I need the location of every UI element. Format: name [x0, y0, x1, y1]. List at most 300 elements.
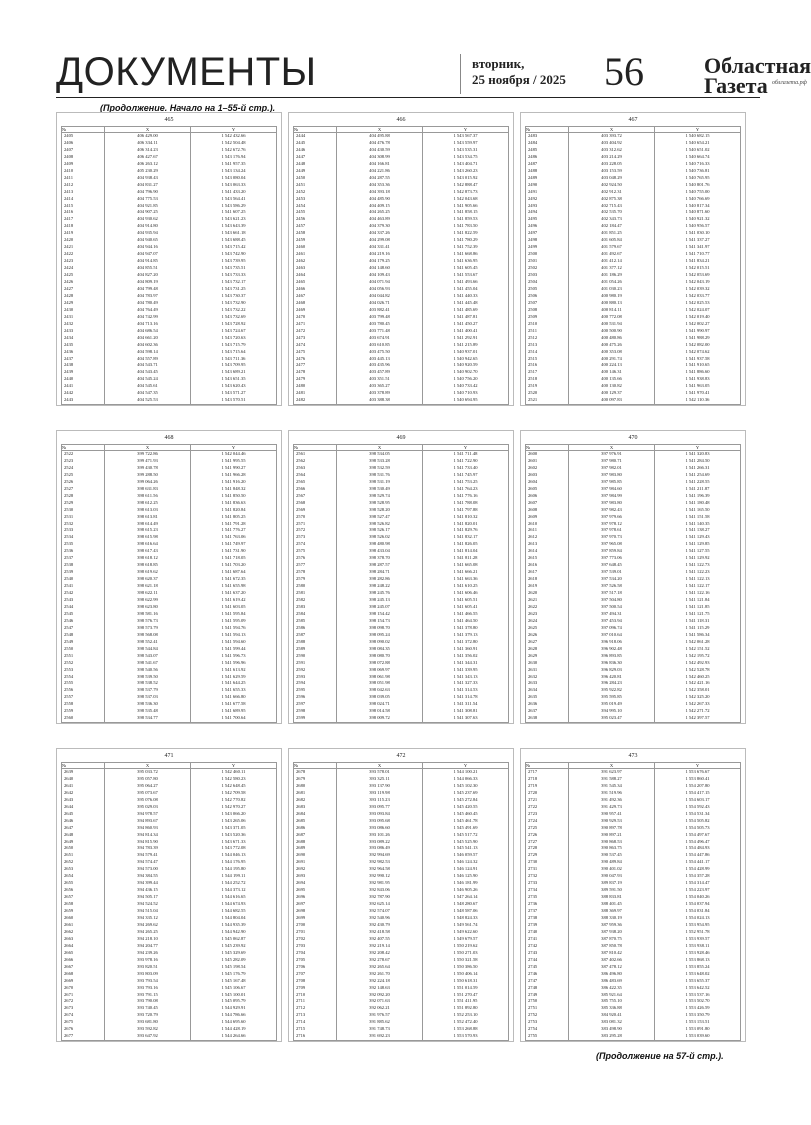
table-row: [526, 790, 741, 797]
x-coordinate: 392 062.21: [337, 1005, 423, 1012]
table-row: [294, 825, 509, 832]
y-coordinate: 1 543 564.41: [191, 196, 277, 203]
x-coordinate: 398 616.64: [105, 541, 191, 548]
table-row: [526, 397, 741, 404]
y-coordinate: 1 554 024.13: [655, 915, 741, 922]
y-coordinate: 1 543 730.37: [191, 293, 277, 300]
x-coordinate: 398 535.48: [105, 708, 191, 715]
x-coordinate: 392 407.55: [337, 936, 423, 943]
x-coordinate: 404 430.59: [337, 147, 423, 154]
x-coordinate: 404 463.89: [337, 216, 423, 223]
y-coordinate: 1 553 039.60: [655, 1033, 741, 1040]
table-row: [526, 936, 741, 943]
coordinate-table: [61, 444, 277, 723]
y-coordinate: 1 541 663.36: [423, 576, 509, 583]
table-row: [294, 783, 509, 790]
table-row: [294, 182, 509, 189]
table-row: [294, 321, 509, 328]
x-coordinate: 403 435.96: [337, 362, 423, 369]
table-row: [62, 230, 277, 237]
column-header-n: №: [294, 763, 337, 769]
table-row: [526, 314, 741, 321]
point-number: 2749: [526, 992, 569, 999]
y-coordinate: 1 544 695.60: [191, 1019, 277, 1026]
y-coordinate: 1 541 127.55: [655, 548, 741, 555]
y-coordinate: 1 541 820.01: [423, 521, 509, 528]
y-coordinate: 1 540 956.57: [655, 223, 741, 230]
point-number: 2429: [62, 300, 105, 307]
y-coordinate: 1 546 125.90: [423, 873, 509, 880]
x-coordinate: 390 863.75: [569, 845, 655, 852]
table-row: [294, 701, 509, 708]
y-coordinate: 1 541 644.25: [191, 680, 277, 687]
table-row: [62, 251, 277, 258]
y-coordinate: 1 543 715.64: [191, 349, 277, 356]
point-number: 2648: [62, 832, 105, 839]
point-number: 2520: [526, 390, 569, 397]
point-number: 2426: [62, 279, 105, 286]
table-row: [526, 286, 741, 293]
x-coordinate: 387 810.42: [569, 950, 655, 957]
x-coordinate: 390 047.93: [569, 873, 655, 880]
y-coordinate: 1 542 019.40: [655, 314, 741, 321]
point-number: 2548: [62, 632, 105, 639]
table-row: [526, 576, 741, 583]
point-number: 2662: [62, 929, 105, 936]
table-row: [294, 230, 509, 237]
y-coordinate: 1 542 432.66: [191, 133, 277, 140]
y-coordinate: 1 554 428.99: [655, 866, 741, 873]
point-number: 2502: [526, 265, 569, 272]
y-coordinate: 1 542 325.20: [655, 694, 741, 701]
point-number: 2447: [294, 154, 337, 161]
table-row: [526, 541, 741, 548]
x-coordinate: 396 284.23: [569, 680, 655, 687]
point-number: 2469: [294, 307, 337, 314]
point-number: 2423: [62, 258, 105, 265]
x-coordinate: 406 263.12: [105, 161, 191, 168]
x-coordinate: 397 983.80: [569, 500, 655, 507]
x-coordinate: 403 312.62: [569, 147, 655, 154]
table-row: [294, 451, 509, 458]
x-coordinate: 397 965.08: [569, 541, 655, 548]
y-coordinate: 1 553 868.13: [655, 957, 741, 964]
table-row: [294, 632, 509, 639]
y-coordinate: 1 543 586.29: [191, 203, 277, 210]
y-coordinate: 1 545 282.09: [191, 957, 277, 964]
table-row: [526, 356, 741, 363]
point-number: 2528: [62, 493, 105, 500]
x-coordinate: 403 457.89: [337, 369, 423, 376]
table-row: [294, 832, 509, 839]
table-row: [62, 514, 277, 521]
point-number: 2646: [62, 818, 105, 825]
table-row: [294, 804, 509, 811]
y-coordinate: 1 540 654.21: [655, 140, 741, 147]
x-coordinate: 398 618.85: [105, 562, 191, 569]
y-coordinate: 1 541 596.96: [191, 660, 277, 667]
point-number: 2717: [526, 769, 569, 776]
table-row: [62, 618, 277, 625]
y-coordinate: 1 544 252.72: [191, 880, 277, 887]
table-row: [62, 687, 277, 694]
x-coordinate: 393 720.79: [105, 1012, 191, 1019]
point-number: 2543: [62, 597, 105, 604]
y-coordinate: 1 543 134.24: [191, 168, 277, 175]
page-number: 56: [604, 49, 644, 94]
x-coordinate: 392 219.14: [337, 943, 423, 950]
point-number: 2626: [526, 632, 569, 639]
point-number: 2621: [526, 597, 569, 604]
x-coordinate: 397 983.80: [569, 472, 655, 479]
point-number: 2719: [526, 783, 569, 790]
point-number: 2634: [526, 687, 569, 694]
x-coordinate: 404 855.51: [105, 265, 191, 272]
y-coordinate: 1 551 892.80: [423, 1005, 509, 1012]
x-coordinate: 387 478.12: [569, 964, 655, 971]
y-coordinate: 1 542 504.48: [191, 140, 277, 147]
y-coordinate: 1 543 688.45: [191, 237, 277, 244]
y-coordinate: 1 544 674.93: [191, 901, 277, 908]
x-coordinate: 397 500.54: [569, 604, 655, 611]
point-number: 2650: [62, 845, 105, 852]
x-coordinate: 398 573.79: [105, 625, 191, 632]
point-number: 2640: [62, 776, 105, 783]
table-row: [526, 825, 741, 832]
table-row: [294, 569, 509, 576]
table-row: [294, 660, 509, 667]
table-row: [526, 486, 741, 493]
table-row: [526, 569, 741, 576]
coordinate-table-panel: [520, 430, 746, 724]
x-coordinate: 398 154.42: [337, 611, 423, 618]
table-row: [62, 527, 277, 534]
table-row: [294, 562, 509, 569]
y-coordinate: 1 541 464.50: [423, 618, 509, 625]
point-number: 2561: [294, 451, 337, 458]
y-coordinate: 1 541 140.35: [655, 521, 741, 528]
y-coordinate: 1 554 417.15: [655, 790, 741, 797]
y-coordinate: 1 541 963.05: [655, 383, 741, 390]
point-number: 2413: [62, 189, 105, 196]
y-coordinate: 1 550 618.31: [423, 978, 509, 985]
point-number: 2505: [526, 286, 569, 293]
panel-number: 465: [164, 117, 174, 123]
x-coordinate: 394 384.55: [105, 873, 191, 880]
table-row: [62, 680, 277, 687]
x-coordinate: 404 944.16: [105, 244, 191, 251]
x-coordinate: 393 681.80: [105, 1019, 191, 1026]
y-coordinate: 1 554 031.84: [655, 908, 741, 915]
x-coordinate: 390 897.21: [569, 832, 655, 839]
table-row: [294, 203, 509, 210]
y-coordinate: 1 541 445.48: [423, 300, 509, 307]
y-coordinate: 1 543 711.36: [191, 356, 277, 363]
point-number: 2622: [526, 604, 569, 611]
y-coordinate: 1 541 605.41: [423, 604, 509, 611]
table-row: [526, 521, 741, 528]
point-number: 2542: [62, 590, 105, 597]
table-row: [526, 880, 741, 887]
table-row: [62, 1033, 277, 1040]
y-coordinate: 1 541 466.55: [423, 611, 509, 618]
x-coordinate: 383 295.28: [569, 1033, 655, 1040]
table-row: [294, 887, 509, 894]
x-coordinate: 403 674.91: [337, 335, 423, 342]
table-row: [294, 223, 509, 230]
table-row: [62, 852, 277, 859]
y-coordinate: 1 549 561.74: [423, 922, 509, 929]
x-coordinate: 398 631.83: [105, 486, 191, 493]
point-number: 2613: [526, 541, 569, 548]
point-number: 2424: [62, 265, 105, 272]
point-number: 2485: [526, 147, 569, 154]
point-number: 2669: [62, 978, 105, 985]
y-coordinate: 1 542 271.72: [655, 708, 741, 715]
x-coordinate: 394 515.04: [105, 908, 191, 915]
point-number: 2743: [526, 950, 569, 957]
y-coordinate: 1 541 763.06: [191, 534, 277, 541]
y-coordinate: 1 553 502.70: [655, 998, 741, 1005]
y-coordinate: 1 541 122.23: [655, 569, 741, 576]
y-coordinate: 1 541 672.35: [191, 576, 277, 583]
point-number: 2587: [294, 632, 337, 639]
x-coordinate: 394 239.26: [105, 950, 191, 957]
table-row: [62, 694, 277, 701]
point-number: 2671: [62, 992, 105, 999]
table-row: [62, 223, 277, 230]
x-coordinate: 404 495.88: [337, 133, 423, 140]
point-number: 2465: [294, 279, 337, 286]
point-number: 2639: [62, 769, 105, 776]
y-coordinate: 1 541 836.63: [191, 500, 277, 507]
y-coordinate: 1 553 648.02: [655, 971, 741, 978]
table-row: [62, 286, 277, 293]
table-row: [62, 825, 277, 832]
y-coordinate: 1 543 739.95: [191, 258, 277, 265]
y-coordinate: 1 545 176.79: [191, 971, 277, 978]
table-row: [294, 611, 509, 618]
y-coordinate: 1 543 732.17: [191, 279, 277, 286]
point-number: 2614: [526, 548, 569, 555]
y-coordinate: 1 540 733.42: [423, 383, 509, 390]
point-number: 2534: [62, 534, 105, 541]
table-row: [62, 265, 277, 272]
issue-date-full: 25 ноября / 2025: [472, 72, 566, 87]
table-row: [294, 597, 509, 604]
x-coordinate: 397 982.01: [569, 465, 655, 472]
y-coordinate: 1 541 718.05: [191, 555, 277, 562]
point-number: 2513: [526, 342, 569, 349]
x-coordinate: 386 422.35: [569, 985, 655, 992]
table-row: [526, 244, 741, 251]
x-coordinate: 392 418.58: [337, 929, 423, 936]
panel-number: 466: [396, 117, 406, 123]
x-coordinate: 395 595.85: [569, 694, 655, 701]
y-coordinate: 1 541 129.92: [655, 555, 741, 562]
point-number: 2623: [526, 611, 569, 618]
point-number: 2459: [294, 237, 337, 244]
x-coordinate: 387 938.20: [569, 929, 655, 936]
y-coordinate: 1 554 505.82: [655, 818, 741, 825]
point-number: 2507: [526, 300, 569, 307]
table-row: [294, 915, 509, 922]
point-number: 2673: [62, 1005, 105, 1012]
x-coordinate: 390 489.84: [569, 859, 655, 866]
point-number: 2517: [526, 369, 569, 376]
point-number: 2642: [62, 790, 105, 797]
table-row: [526, 1026, 741, 1033]
point-number: 2565: [294, 479, 337, 486]
point-number: 2436: [62, 349, 105, 356]
column-header-y: Y: [655, 445, 741, 451]
y-coordinate: 1 540 817.34: [655, 203, 741, 210]
x-coordinate: 398 611.56: [105, 493, 191, 500]
x-coordinate: 396 836.30: [569, 660, 655, 667]
table-row: [294, 978, 509, 985]
x-coordinate: 392 261.70: [337, 971, 423, 978]
x-coordinate: 397 979.66: [569, 514, 655, 521]
y-coordinate: 1 550 406.14: [423, 971, 509, 978]
point-number: 2747: [526, 978, 569, 985]
x-coordinate: 391 545.34: [569, 783, 655, 790]
table-row: [62, 929, 277, 936]
point-number: 2751: [526, 1005, 569, 1012]
y-coordinate: 1 541 151.58: [655, 514, 741, 521]
y-coordinate: 1 541 905.66: [423, 203, 509, 210]
x-coordinate: 393 791.15: [105, 992, 191, 999]
table-row: [526, 349, 741, 356]
table-row: [294, 680, 509, 687]
table-row: [294, 362, 509, 369]
point-number: 2464: [294, 272, 337, 279]
table-row: [62, 521, 277, 528]
table-row: [294, 971, 509, 978]
table-row: [62, 362, 277, 369]
x-coordinate: 404 775.53: [105, 196, 191, 203]
point-number: 2557: [62, 694, 105, 701]
x-coordinate: 400 772.08: [569, 314, 655, 321]
point-number: 2608: [526, 507, 569, 514]
point-number: 2508: [526, 307, 569, 314]
column-header-n: №: [62, 445, 105, 451]
x-coordinate: 383 498.90: [569, 1026, 655, 1033]
table-row: [526, 583, 741, 590]
table-row: [62, 569, 277, 576]
x-coordinate: 403 351.51: [337, 376, 423, 383]
point-number: 2525: [62, 472, 105, 479]
y-coordinate: 1 542 460.25: [655, 674, 741, 681]
x-coordinate: 385 336.88: [569, 1005, 655, 1012]
point-number: 2438: [62, 362, 105, 369]
table-row: [62, 590, 277, 597]
y-coordinate: 1 541 327.33: [423, 680, 509, 687]
table-row: [294, 307, 509, 314]
point-number: 2482: [294, 397, 337, 404]
column-header-n: №: [62, 127, 105, 133]
x-coordinate: 388 401.45: [569, 901, 655, 908]
y-coordinate: 1 541 603.05: [191, 604, 277, 611]
y-coordinate: 1 551 270.47: [423, 992, 509, 999]
coordinate-table-panel: [288, 748, 514, 1042]
table-row: [526, 992, 741, 999]
x-coordinate: 397 096.74: [569, 625, 655, 632]
point-number: 2496: [526, 223, 569, 230]
table-row: [62, 646, 277, 653]
point-number: 2696: [294, 894, 337, 901]
x-coordinate: 392 994.69: [337, 852, 423, 859]
y-coordinate: 1 551 411.95: [423, 998, 509, 1005]
y-coordinate: 1 553 091.80: [655, 1026, 741, 1033]
y-coordinate: 1 541 594.13: [191, 632, 277, 639]
x-coordinate: 404 557.89: [105, 356, 191, 363]
point-number: 2417: [62, 216, 105, 223]
y-coordinate: 1 543 733.33: [191, 272, 277, 279]
x-coordinate: 391 885.62: [337, 1019, 423, 1026]
x-coordinate: 404 026.71: [337, 300, 423, 307]
x-coordinate: 401 412.14: [569, 258, 655, 265]
x-coordinate: 387 870.75: [569, 936, 655, 943]
table-row: [526, 140, 741, 147]
point-number: 2484: [526, 140, 569, 147]
point-number: 2579: [294, 576, 337, 583]
point-number: 2518: [526, 376, 569, 383]
x-coordinate: 398 531.76: [337, 472, 423, 479]
table-row: [294, 555, 509, 562]
x-coordinate: 391 748.73: [337, 1026, 423, 1033]
point-number: 2510: [526, 321, 569, 328]
point-number: 2418: [62, 223, 105, 230]
point-number: 2421: [62, 244, 105, 251]
y-coordinate: 1 542 709.58: [191, 790, 277, 797]
point-number: 2535: [62, 541, 105, 548]
x-coordinate: 397 984.60: [569, 486, 655, 493]
x-coordinate: 392 964.58: [337, 866, 423, 873]
column-header-x: X: [337, 763, 423, 769]
table-row: [294, 479, 509, 486]
point-number: 2597: [294, 701, 337, 708]
coordinate-table: [293, 444, 509, 723]
x-coordinate: 390 537.45: [569, 852, 655, 859]
y-coordinate: 1 541 780.29: [423, 237, 509, 244]
y-coordinate: 1 543 015.92: [423, 175, 509, 182]
table-row: [526, 147, 741, 154]
x-coordinate: 392 430.79: [337, 922, 423, 929]
y-coordinate: 1 541 829.76: [423, 527, 509, 534]
point-number: 2636: [526, 701, 569, 708]
x-coordinate: 403 048.29: [569, 175, 655, 182]
x-coordinate: 392 981.95: [337, 880, 423, 887]
y-coordinate: 1 540 765.95: [655, 175, 741, 182]
table-row: [526, 908, 741, 915]
x-coordinate: 393 790.08: [105, 998, 191, 1005]
y-coordinate: 1 541 668.86: [423, 251, 509, 258]
x-coordinate: 383 081.32: [569, 1019, 655, 1026]
point-number: 2625: [526, 625, 569, 632]
coordinate-table: [61, 762, 277, 1041]
table-row: [62, 804, 277, 811]
table-row: [62, 776, 277, 783]
table-row: [526, 555, 741, 562]
y-coordinate: 1 545 517.72: [423, 832, 509, 839]
table-row: [62, 507, 277, 514]
y-coordinate: 1 541 372.80: [423, 639, 509, 646]
y-coordinate: 1 540 920.59: [423, 362, 509, 369]
table-row: [62, 300, 277, 307]
x-coordinate: 393 820.51: [105, 964, 191, 971]
x-coordinate: 394 524.52: [105, 901, 191, 908]
table-row: [526, 894, 741, 901]
